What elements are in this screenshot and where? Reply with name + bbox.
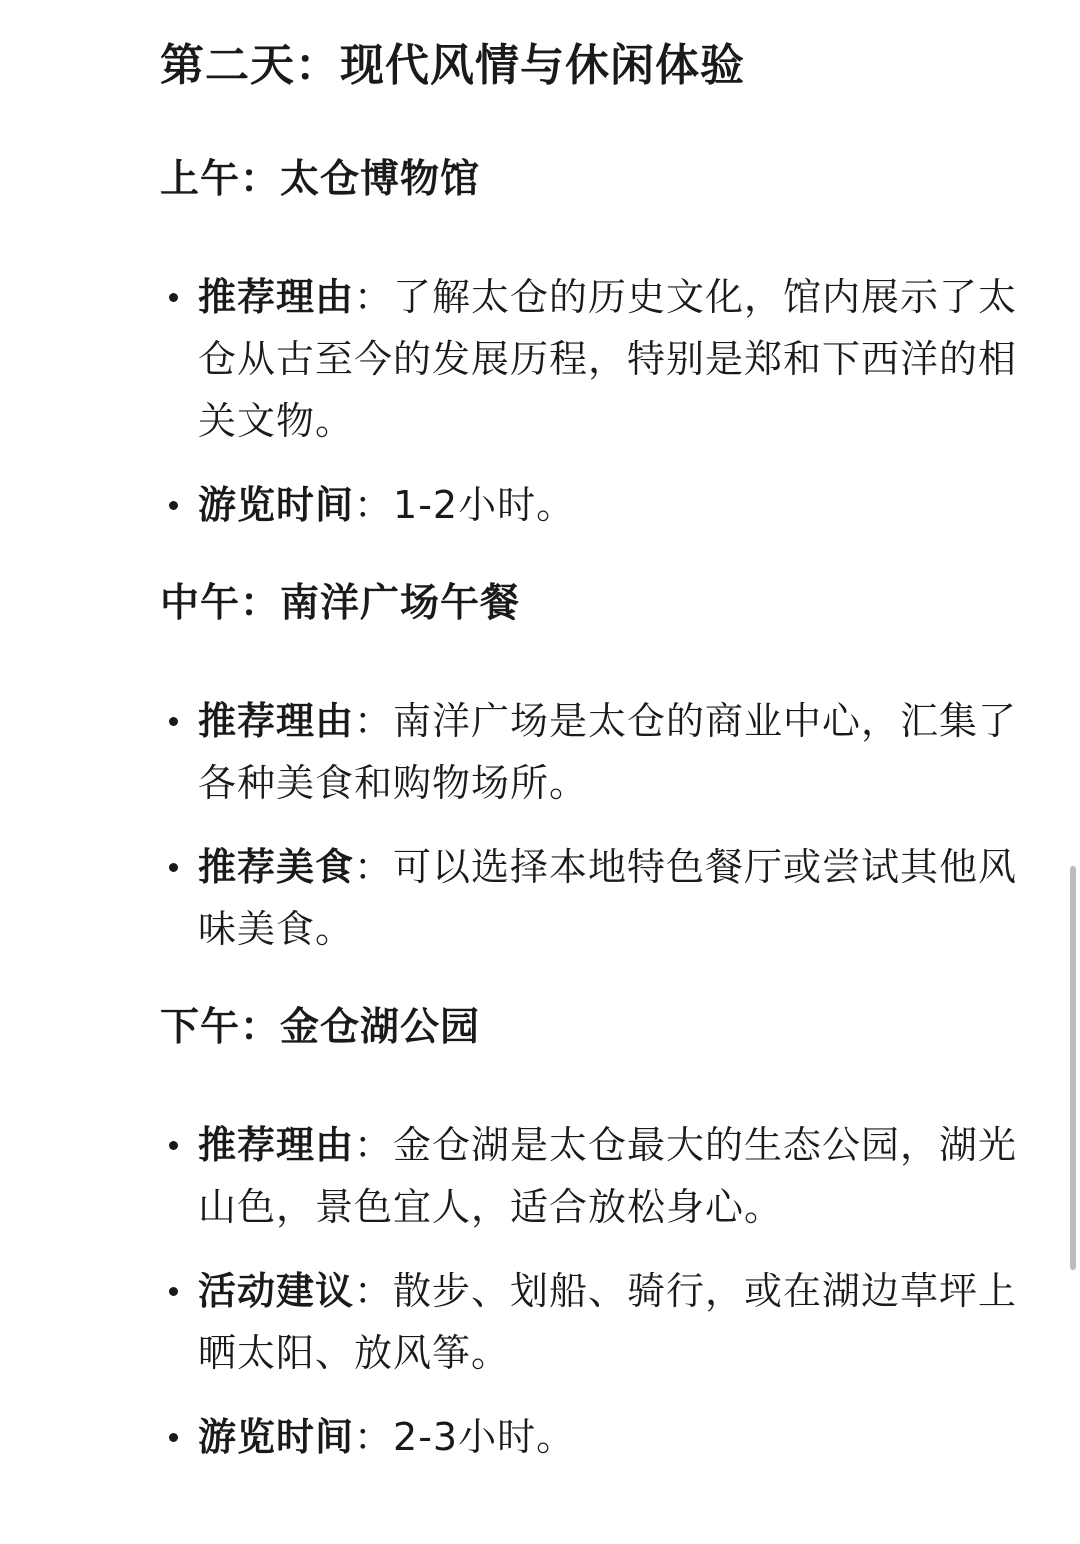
item-value: 了解太仓的历史文化，馆内展示了太仓从古至今的发展历程，特别是郑和下西洋的相关文物。	[198, 275, 1018, 443]
section-title: 下午：金仓湖公园	[160, 1005, 481, 1050]
item-separator: ：	[354, 483, 394, 527]
bullet-list	[160, 266, 1020, 536]
bullet-icon	[169, 1433, 178, 1442]
list-item	[160, 690, 1020, 814]
bullet-icon	[169, 1141, 178, 1150]
list-item	[160, 1406, 1020, 1468]
bullet-list	[160, 690, 1020, 960]
section-title: 中午：南洋广场午餐	[160, 581, 521, 626]
section-morning	[160, 152, 1020, 536]
list-item	[160, 266, 1020, 452]
list-item	[160, 1260, 1020, 1384]
item-value: 金仓湖是太仓最大的生态公园，湖光山色，景色宜人，适合放松身心。	[198, 1123, 1018, 1229]
item-value: 散步、划船、骑行，或在湖边草坪上晒太阳、放风筝。	[198, 1269, 1018, 1375]
list-item	[160, 836, 1020, 960]
item-key: 游览时间	[198, 1415, 355, 1459]
item-separator: ：	[354, 845, 394, 889]
item-key: 推荐理由	[198, 275, 355, 319]
day-title: 第二天：现代风情与休闲体验	[160, 40, 745, 91]
section-noon	[160, 576, 1020, 960]
section-title: 上午：太仓博物馆	[160, 157, 481, 202]
item-value: 南洋广场是太仓的商业中心，汇集了各种美食和购物场所。	[198, 699, 1018, 805]
item-value: 1-2小时。	[393, 483, 576, 527]
bullet-icon	[169, 717, 178, 726]
section-afternoon	[160, 1000, 1020, 1468]
item-value: 2-3小时。	[393, 1415, 576, 1459]
bullet-icon	[169, 1287, 178, 1296]
item-separator: ：	[354, 699, 394, 743]
item-separator: ：	[354, 275, 394, 319]
item-key: 推荐美食	[198, 845, 355, 889]
item-key: 游览时间	[198, 483, 355, 527]
item-value: 可以选择本地特色餐厅或尝试其他风味美食。	[198, 845, 1018, 951]
item-key: 推荐理由	[198, 1123, 355, 1167]
scrollbar[interactable]	[1070, 866, 1076, 1270]
bullet-icon	[169, 293, 178, 302]
item-key: 推荐理由	[198, 699, 355, 743]
bullet-list	[160, 1114, 1020, 1468]
article-content	[160, 36, 1020, 1490]
list-item	[160, 474, 1020, 536]
bullet-icon	[169, 501, 178, 510]
item-separator: ：	[354, 1415, 394, 1459]
item-key: 活动建议	[198, 1269, 355, 1313]
list-item	[160, 1114, 1020, 1238]
bullet-icon	[169, 863, 178, 872]
item-separator: ：	[354, 1269, 394, 1313]
item-separator: ：	[354, 1123, 394, 1167]
